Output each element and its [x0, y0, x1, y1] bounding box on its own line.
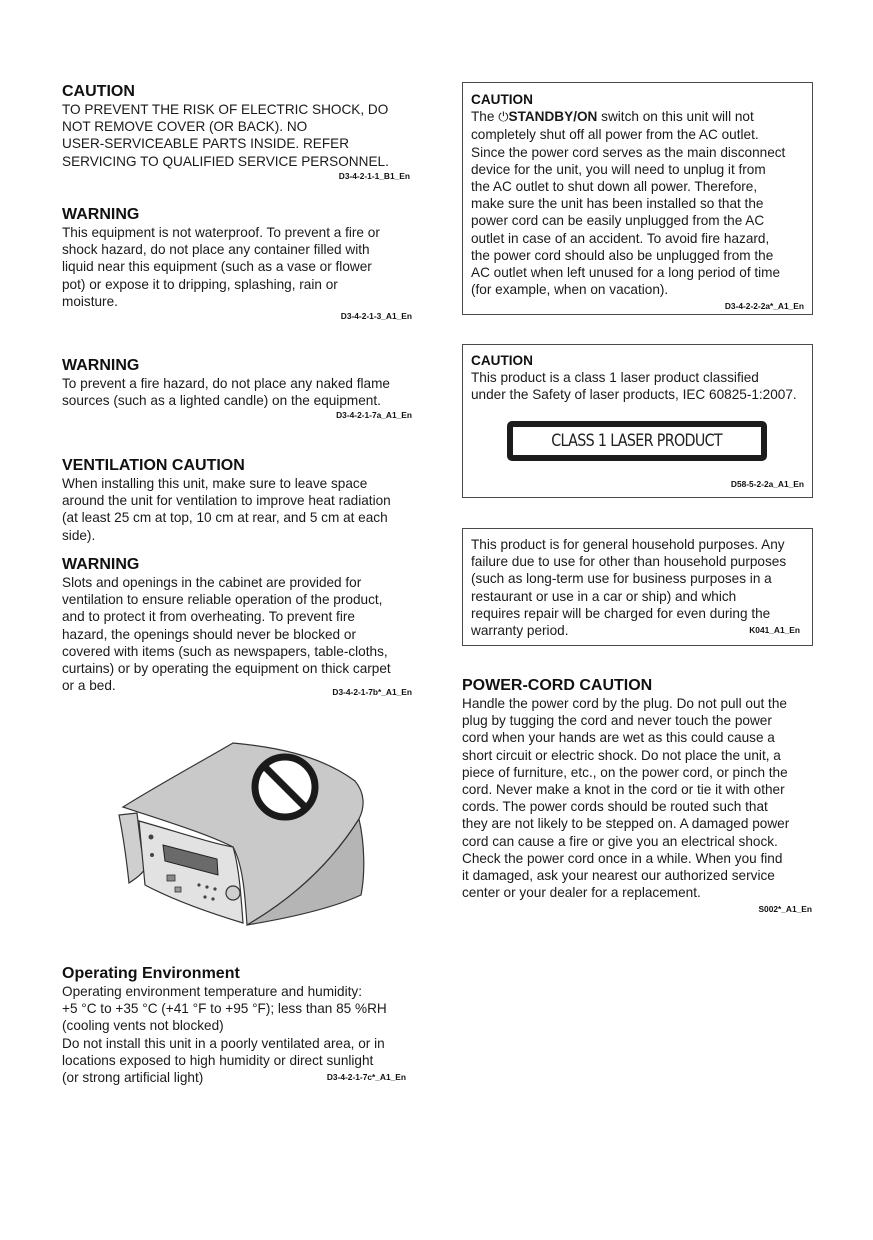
body-line: cords. The power cords should be routed such that [462, 799, 768, 815]
body-line: or a bed. [62, 678, 116, 694]
body-line: Do not install this unit in a poorly ventilated area, or in [62, 1035, 385, 1051]
body-line: cord can cause a fire or give you an electrical shock. [462, 833, 778, 849]
body-line: (cooling vents not blocked) [62, 1018, 224, 1034]
reference-code: D3-4-2-2-2a*_A1_En [724, 301, 804, 312]
section-body [62, 983, 412, 1086]
body-line: (at least 25 cm at top, 10 cm at rear, and 5 cm at each [62, 510, 388, 526]
body-line: liquid near this equipment (such as a vase or flower [62, 259, 372, 275]
body-line: When installing this unit, make sure to leave space [62, 476, 368, 491]
body-line: and to protect it from overheating. To prevent fire [62, 609, 355, 625]
body-line: This equipment is not waterproof. To prevent a fire or [62, 225, 380, 240]
box-heading: CAUTION [471, 353, 533, 368]
class-1-laser-label [507, 421, 767, 461]
box-body [471, 536, 812, 639]
body-line: Slots and openings in the cabinet are provided for [62, 575, 362, 590]
body-line: Since the power cord serves as the main disconnect [471, 144, 786, 160]
body-line: cord. Never make a knot in the cord or tie it with other [462, 782, 785, 798]
body-line: hazard, the openings should never be blocked or [62, 626, 356, 642]
body-line: SERVICING TO QUALIFIED SERVICE PERSONNEL. [62, 153, 389, 169]
body-line: cord when your hands are wet as this could cause a [462, 730, 775, 746]
reference-code: D3-4-2-1-7b*_A1_En [332, 687, 412, 698]
line-prefix: The [471, 109, 499, 125]
warning-naked-flame-section [62, 356, 412, 421]
section-heading: WARNING [62, 206, 140, 223]
body-line: (or strong artificial light) [62, 1070, 204, 1086]
power-icon: ⏻ [498, 110, 509, 126]
body-line: the power cord should also be unplugged from the [471, 247, 774, 263]
body-line: power cord can be easily unplugged from the AC [471, 213, 765, 229]
body-line: around the unit for ventilation to improve heat radiation [62, 493, 391, 509]
power-cord-caution-section [462, 676, 812, 915]
body-line: NOT REMOVE COVER (OR BACK). NO [62, 119, 308, 135]
reference-code: D3-4-2-1-7a_A1_En [336, 410, 412, 421]
body-line: it damaged, ask your nearest our authorized service [462, 868, 775, 884]
laser-label-text: CLASS 1 LASER PRODUCT [551, 431, 723, 451]
ventilation-caution-section [62, 456, 412, 544]
body-line: moisture. [62, 293, 118, 309]
standby-on-switch-label: STANDBY/ON [508, 109, 598, 125]
body-line: failure due to use for other than household purposes [471, 554, 787, 570]
section-body [62, 101, 412, 170]
body-line: (for example, when on vacation). [471, 282, 669, 298]
body-line: make sure the unit has been installed so that the [471, 196, 764, 212]
body-line: locations exposed to high humidity or direct sunlight [62, 1052, 374, 1068]
section-body [62, 574, 412, 694]
section-heading: Operating Environment [62, 965, 240, 982]
section-heading: WARNING [62, 556, 140, 573]
body-line: device for the unit, you will need to unplug it from [471, 161, 766, 177]
warning-slots-openings-section [62, 555, 412, 698]
body-line: they are not likely to be stepped on. A damaged power [462, 816, 790, 832]
section-body [62, 475, 412, 544]
section-heading: WARNING [62, 357, 140, 374]
section-body [462, 695, 812, 901]
body-line: under the Safety of laser products, IEC 60825-1:2007. [471, 387, 797, 403]
caution-electric-shock-section [62, 82, 412, 182]
body-line: pot) or expose it to dripping, splashing, rain or [62, 276, 338, 292]
body-line: outlet in case of an accident. To avoid fire hazard, [471, 230, 770, 246]
body-line: +5 °C to +35 °C (+41 °F to +95 °F); less than 85 %RH [62, 1001, 387, 1017]
body-line: To prevent a fire hazard, do not place any naked flame [62, 376, 390, 391]
box-body [471, 108, 812, 298]
reference-code: D3-4-2-1-1_B1_En [338, 170, 410, 181]
laser-caution-box [462, 344, 813, 498]
reference-code: K041_A1_En [749, 625, 800, 636]
standby-caution-box [462, 82, 813, 315]
section-body [62, 375, 412, 409]
covered-stereo-illustration [115, 735, 375, 930]
line-suffix: switch on this unit will not [597, 109, 754, 125]
body-line: Check the power cord once in a while. When you find [462, 850, 783, 866]
body-line [471, 108, 812, 126]
box-heading: CAUTION [471, 92, 533, 107]
body-line: (such as long-term use for business purposes in a [471, 571, 772, 587]
section-heading: POWER-CORD CAUTION [462, 677, 653, 694]
section-heading: CAUTION [62, 83, 135, 100]
body-line: AC outlet when left unused for a long period of time [471, 265, 781, 281]
body-line: This product is for general household purposes. Any [471, 537, 785, 552]
body-line: sources (such as a lighted candle) on the equipment. [62, 393, 381, 409]
body-line: piece of furniture, etc., on the power cord, or pinch the [462, 764, 788, 780]
body-line: short circuit or electric shock. Do not place the unit, a [462, 747, 781, 763]
body-line: Handle the power cord by the plug. Do not pull out the [462, 696, 787, 711]
body-line: TO PREVENT THE RISK OF ELECTRIC SHOCK, DO [62, 102, 389, 117]
body-line: shock hazard, do not place any container filled with [62, 242, 370, 258]
body-line: side). [62, 527, 96, 543]
body-line: warranty period. [471, 623, 569, 639]
body-line: plug by tugging the cord and never touch the power [462, 713, 772, 729]
body-line: This product is a class 1 laser product classified [471, 370, 759, 386]
reference-code: D58-5-2-2a_A1_En [730, 479, 804, 489]
reference-code: S002*_A1_En [758, 904, 812, 915]
body-line: center or your dealer for a replacement. [462, 885, 701, 901]
body-line: completely shut off all power from the AC outlet. [471, 127, 759, 143]
reference-code: D3-4-2-1-3_A1_En [340, 311, 412, 322]
body-line: USER-SERVICEABLE PARTS INSIDE. REFER [62, 136, 350, 152]
body-line: ventilation to ensure reliable operation of the product, [62, 592, 383, 608]
body-line: the AC outlet to shut down all power. Therefore, [471, 179, 758, 195]
warning-waterproof-section [62, 205, 412, 322]
body-line: restaurant or use in a car or ship) and which [471, 588, 737, 604]
body-line: curtains) or by operating the equipment on thick carpet [62, 661, 391, 677]
body-line: Operating environment temperature and humidity: [62, 984, 362, 999]
body-line: covered with items (such as newspapers, table-cloths, [62, 643, 388, 659]
body-line: requires repair will be charged for even during the [471, 605, 771, 621]
section-heading: VENTILATION CAUTION [62, 457, 245, 474]
box-body [471, 369, 812, 403]
section-body [62, 224, 412, 310]
covered-stereo-prohibited-icon [115, 735, 375, 930]
household-purpose-box [462, 528, 813, 646]
reference-code: D3-4-2-1-7c*_A1_En [326, 1072, 406, 1083]
operating-environment-section [62, 964, 412, 1086]
